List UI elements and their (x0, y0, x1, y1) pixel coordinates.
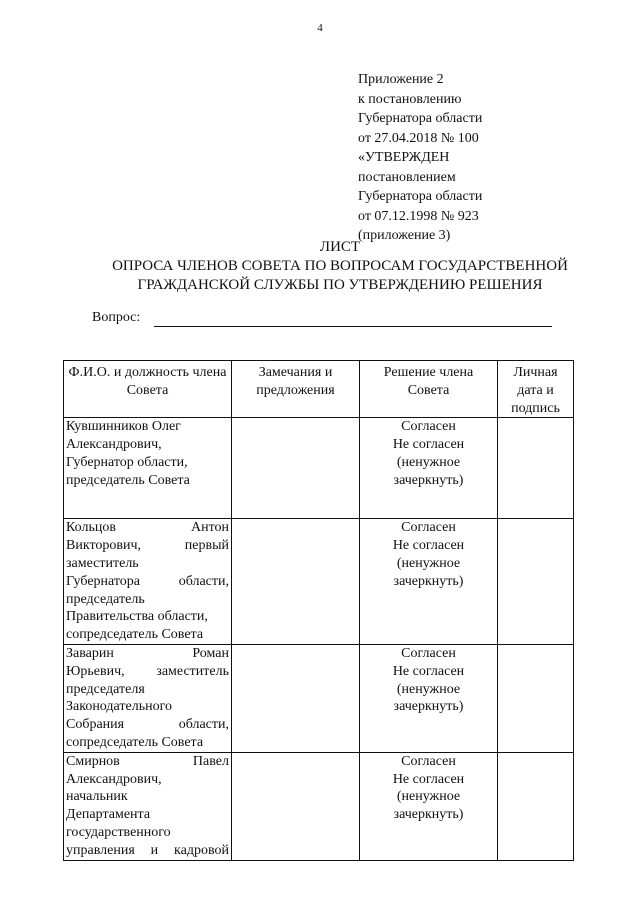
appendix-line: Губернатора области (358, 111, 483, 126)
member-line: Правительства области, (66, 609, 208, 625)
member-line: государственного (66, 824, 171, 840)
decision-disagree: Не согласен (392, 538, 465, 554)
header-member: Ф.И.О. и должность члена Совета (64, 361, 232, 418)
remarks-cell[interactable] (232, 519, 360, 645)
decision-agree: Согласен (401, 419, 456, 435)
member-line: Смирнов Павел (66, 753, 229, 769)
signature-cell[interactable] (498, 644, 574, 752)
member-cell (64, 752, 232, 860)
decision-agree: Согласен (401, 753, 456, 769)
question-row (92, 309, 552, 327)
signature-cell[interactable] (498, 519, 574, 645)
appendix-line: постановлением (358, 169, 456, 185)
decision-agree: Согласен (401, 645, 456, 661)
decision-disagree: Не согласен (392, 771, 465, 787)
decision-note: (ненужное (396, 789, 461, 805)
decision-note: (ненужное (396, 681, 461, 697)
decision-note: (ненужное (396, 555, 461, 571)
signature-cell[interactable] (498, 418, 574, 519)
appendix-line: «УТВЕРЖДЕН (358, 150, 450, 165)
decision-note: (ненужное (396, 454, 461, 470)
header-signature: Личная дата и подпись (498, 361, 574, 418)
member-line: сопредседатель Совета (66, 627, 204, 643)
document-title (40, 238, 640, 295)
header-decision: Решение члена Совета (360, 361, 498, 418)
decision-disagree: Не согласен (392, 437, 465, 453)
page-number: 4 (317, 22, 323, 34)
appendix-line: Губернатора области (358, 189, 483, 204)
member-line: Юрьевич, заместитель (66, 663, 229, 679)
header-remarks: Замечания и предложения (232, 361, 360, 418)
table-row (64, 752, 574, 860)
question-answer-line (154, 312, 552, 327)
member-line: Викторович, первый (66, 538, 229, 554)
decision-note: зачеркнуть) (393, 807, 464, 823)
member-line: Собрания области, (66, 717, 229, 733)
signature-cell[interactable] (498, 752, 574, 860)
appendix-line: (приложение 3) (358, 228, 451, 243)
member-line: сопредседатель Совета (66, 734, 204, 750)
member-line: Губернатор области, (66, 454, 188, 470)
member-line: Кувшинников Олег (66, 419, 181, 435)
remarks-cell[interactable] (232, 752, 360, 860)
member-line: управления и кадровой (66, 842, 229, 858)
member-line: Губернатора области, (66, 573, 229, 589)
question-label: Вопрос: (92, 310, 141, 325)
title-line: ОПРОСА ЧЛЕНОВ СОВЕТА ПО ВОПРОСАМ ГОСУДАРСТВЕННОЙ (112, 258, 568, 274)
decision-note: зачеркнуть) (393, 573, 464, 589)
decision-cell (360, 644, 498, 752)
member-cell (64, 418, 232, 519)
table-header-row (64, 361, 574, 418)
member-line: Александрович, (66, 771, 162, 787)
remarks-cell[interactable] (232, 418, 360, 519)
appendix-line: к постановлению (358, 91, 462, 107)
decision-cell (360, 418, 498, 519)
appendix-line: от 27.04.2018 № 100 (358, 130, 479, 146)
table-row (64, 644, 574, 752)
member-cell (64, 644, 232, 752)
appendix-block (358, 70, 598, 246)
member-line: заместитель (66, 555, 139, 571)
title-line: ЛИСТ (319, 239, 361, 255)
decision-note: зачеркнуть) (393, 472, 464, 488)
table-row (64, 519, 574, 645)
member-cell (64, 519, 232, 645)
decision-agree: Согласен (401, 520, 456, 536)
member-line: Александрович, (66, 437, 162, 453)
member-line: Заварин Роман (66, 645, 229, 661)
decision-disagree: Не согласен (392, 663, 465, 679)
decision-note: зачеркнуть) (393, 699, 464, 715)
appendix-line: от 07.12.1998 № 923 (358, 208, 479, 224)
member-line: председателя (66, 681, 145, 697)
member-line: Законодательного (66, 699, 172, 715)
member-line: Кольцов Антон (66, 520, 229, 536)
title-line: ГРАЖДАНСКОЙ СЛУЖБЫ ПО УТВЕРЖДЕНИЮ РЕШЕНИЯ (137, 277, 543, 293)
decision-cell (360, 519, 498, 645)
member-line: начальник (66, 789, 128, 805)
member-line: председатель (66, 591, 145, 607)
council-poll-table (63, 360, 574, 861)
table-row (64, 418, 574, 519)
member-line: Департамента (66, 807, 151, 823)
decision-cell (360, 752, 498, 860)
appendix-line: Приложение 2 (358, 72, 444, 87)
remarks-cell[interactable] (232, 644, 360, 752)
member-line: председатель Совета (66, 472, 190, 488)
